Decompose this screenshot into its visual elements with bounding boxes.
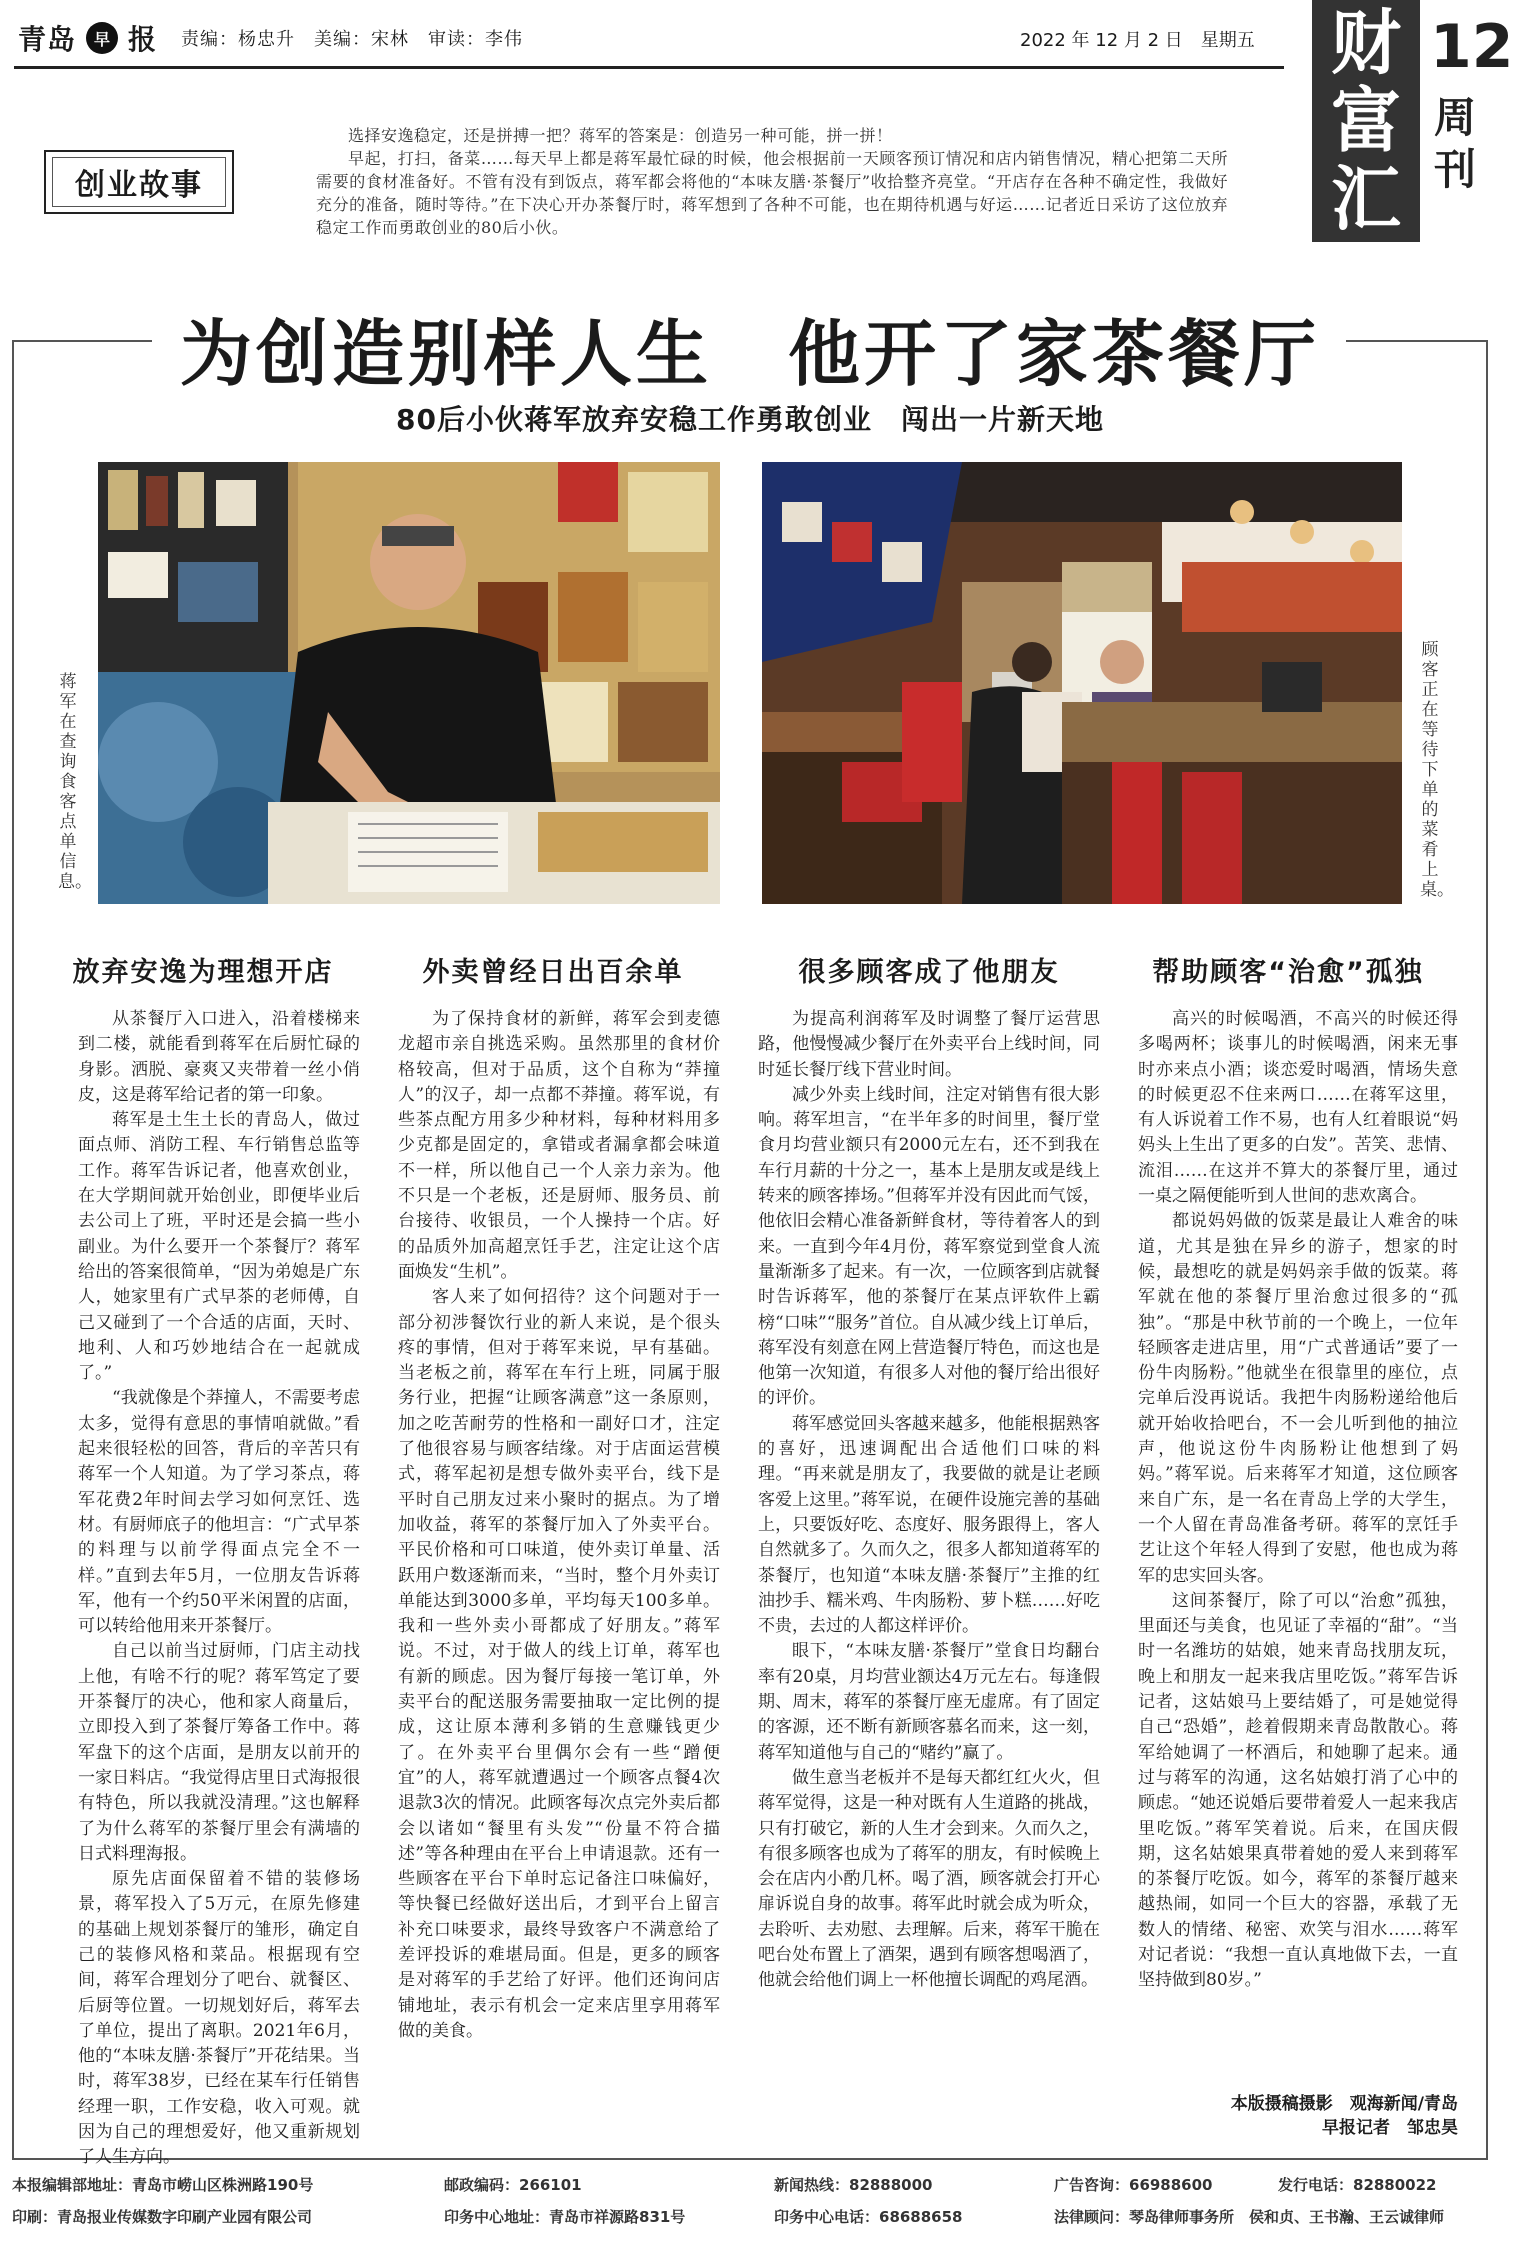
footer-ad-contact: 广告咨询：66988600 bbox=[1054, 2176, 1213, 2194]
byline bbox=[1138, 2092, 1458, 2140]
footer-postcode: 邮政编码：266101 bbox=[444, 2176, 582, 2194]
footer-legal-advisor: 法律顾问：琴岛律师事务所 侯和贞、王书瀚、王云诚律师 bbox=[1054, 2208, 1445, 2226]
paper-name-tail: 报 bbox=[128, 23, 158, 56]
footer-print-phone: 印务中心电话：68688658 bbox=[774, 2208, 963, 2226]
article-paragraph: 都说妈妈做的饭菜是最让人难舍的味道，尤其是独在异乡的游子，想家的时候，最想吃的就是妈妈亲手做的饭菜。蒋军就在他的茶餐厅里治愈过很多的“孤独”。“那是中秋节前的一个晚上，一位年轻顾客走进店里，用“广式普通话”要了一份牛肉肠粉。”他就坐在很靠里的座位，点完单后没再说话。我把牛肉肠粉递给他后就开始收拾吧台，不一会儿听到他的抽泣声，他说这份牛肉肠粉让他想到了妈妈。”蒋军说。后来蒋军才知道，这位顾客来自广东，是一名在青岛上学的大学生，一个人留在青岛准备考研。蒋军的烹饪手艺让这个年轻人得到了安慰，他也成为蒋军的忠实回头客。 bbox=[1138, 1211, 1458, 1586]
photo-owner-at-counter bbox=[98, 462, 720, 904]
column-heading: 很多顾客成了他朋友 bbox=[798, 957, 1060, 988]
column-heading: 放弃安逸为理想开店 bbox=[72, 957, 334, 988]
article-column-3 bbox=[758, 1007, 1100, 1994]
staff-credits: 责编：杨忠升 美编：宋林 审读：李伟 bbox=[181, 29, 524, 50]
weekly-title bbox=[1312, 0, 1420, 242]
column-heading: 帮助顾客“治愈”孤独 bbox=[1152, 957, 1424, 988]
article-paragraph: 为提高利润蒋军及时调整了餐厅运营思路，他慢慢减少餐厅在外卖平台上线时间，同时延长餐厅线下营业时间。 bbox=[758, 1009, 1100, 1080]
lead-line: 选择安逸稳定，还是拼搏一把？蒋军的答案是：创造另一种可能，拼一拼！ bbox=[348, 126, 893, 145]
weekly-label: 周刊 bbox=[1434, 93, 1477, 194]
paper-name: 青岛 bbox=[18, 23, 77, 56]
photo-dining-area bbox=[762, 462, 1402, 904]
weekly-title-char: 富 bbox=[1331, 80, 1401, 162]
article-column-4 bbox=[1138, 1007, 1458, 1994]
article-paragraph: 高兴的时候喝酒，不高兴的时候还得多喝两杯；谈事儿的时候喝酒，闲来无事时亦来点小酒；谈恋爱时喝酒，情场失意的时候更忍不住来两口……在蒋军这里，有人诉说着工作不易，也有人红着眼说“妈妈头上生出了更多的白发”。苦笑、悲情、流泪……在这并不算大的茶餐厅里，通过一桌之隔便能听到人世间的悲欢离合。 bbox=[1138, 1009, 1458, 1207]
article-paragraph: 自己以前当过厨师，门店主动找上他，有啥不行的呢？蒋军笃定了要开茶餐厅的决心，他和家人商量后，立即投入到了茶餐厅筹备工作中。蒋军盘下的这个店面，是朋友以前开的一家日料店。“我觉得店里日式海报很有特色，所以我就没清理。”这也解释了为什么蒋军的茶餐厅里会有满墙的日式料理海报。 bbox=[78, 1641, 360, 1864]
article-paragraph: 眼下，“本味友膳·茶餐厅”堂食日均翻台率有20桌，月均营业额达4万元左右。每逢假期、周末，蒋军的茶餐厅座无虚席。有了固定的客源，还不断有新顾客慕名而来，这一刻，蒋军知道他与自己的“赌约”赢了。 bbox=[758, 1641, 1100, 1763]
weekly-title-char: 汇 bbox=[1331, 158, 1401, 240]
photo-caption: 蒋军在查询食客点单信息。 bbox=[58, 672, 92, 892]
weekly-title-char: 财 bbox=[1331, 2, 1401, 84]
section-tag bbox=[44, 150, 234, 214]
header-rule bbox=[14, 66, 1284, 69]
byline-line: 早报记者 邹忠昊 bbox=[1322, 2118, 1458, 2138]
article-column-2 bbox=[398, 1007, 720, 2044]
paper-logo: 早 bbox=[86, 22, 118, 54]
headline: 为创造别样人生 他开了家茶餐厅 bbox=[179, 311, 1320, 396]
article-paragraph: “我就像是个莽撞人，不需要考虑太多，觉得有意思的事情咱就做。”看起来很轻松的回答，背后的辛苦只有蒋军一个人知道。为了学习茶点，蒋军花费2年时间去学习如何烹饪、选材。有厨师底子的他坦言：“广式早茶的料理与以前学得面点完全不一样。”直到去年5月，一位朋友告诉蒋军，他有一个约50平米闲置的店面，可以转给他用来开茶餐厅。 bbox=[78, 1388, 360, 1637]
footer-print-address: 印务中心地址：青岛市祥源路831号 bbox=[444, 2208, 686, 2226]
footer-printer: 印刷：青岛报业传媒数字印刷产业园有限公司 bbox=[12, 2208, 313, 2226]
article-paragraph: 原先店面保留着不错的装修场景，蒋军投入了5万元，在原先修建的基础上规划茶餐厅的雏形，确定自己的装修风格和菜品。根据现有空间，蒋军合理划分了吧台、就餐区、后厨等位置。一切规划好后，蒋军去了单位，提出了离职。2021年6月，他的“本味友膳·茶餐厅”开花结果。当时，蒋军38岁，已经在某车行任销售经理一职，工作安稳，收入可观。就因为自己的理想爱好，他又重新规划了人生方向。 bbox=[78, 1869, 360, 2168]
footer-address: 本报编辑部地址：青岛市崂山区株洲路190号 bbox=[12, 2176, 314, 2194]
article-column-1 bbox=[78, 1007, 360, 2171]
article-paragraph: 从茶餐厅入口进入，沿着楼梯来到二楼，就能看到蒋军在后厨忙碌的身影。洒脱、豪爽又夹带着一丝小俏皮，这是蒋军给记者的第一印象。 bbox=[78, 1009, 360, 1105]
article-paragraph: 客人来了如何招待？这个问题对于一部分初涉餐饮行业的新人来说，是个很头疼的事情，但对于蒋军来说，早有基础。当老板之前，蒋军在车行上班，同属于服务行业，把握“让顾客满意”这一条原则，加之吃苦耐劳的性格和一副好口才，注定了他很容易与顾客结缘。对于店面运营模式，蒋军起初是想专做外卖平台，线下是平时自己朋友过来小聚时的据点。为了增加收益，蒋军的茶餐厅加入了外卖平台。平民价格和可口味道，使外卖订单量、活跃用户数逐渐而来，“当时，整个月外卖订单能达到3000多单，平均每天100多单。我和一些外卖小哥都成了好朋友。”蒋军说。不过，对于做人的线上订单，蒋军也有新的顾虑。因为餐厅每接一笔订单，外卖平台的配送服务需要抽取一定比例的提成，这让原本薄利多销的生意赚钱更少了。在外卖平台里偶尔会有一些“蹭便宜”的人，蒋军就遭遇过一个顾客点餐4次退款3次的情况。此顾客每次点完外卖后都会以诸如“餐里有头发”“份量不符合描述”等各种理由在平台上申请退款。还有一些顾客在平台下单时忘记备注口味偏好，等快餐已经做好送出后，才到平台上留言补充口味要求，最终导致客户不满意给了差评投诉的难堪局面。但是，更多的顾客是对蒋军的手艺给了好评。他们还询问店铺地址，表示有机会一定来店里享用蒋军做的美食。 bbox=[398, 1287, 720, 2041]
photo-owner-image bbox=[98, 462, 720, 904]
footer-distribution: 发行电话：82880022 bbox=[1278, 2176, 1437, 2194]
byline-line: 本版摄稿摄影 观海新闻/青岛 bbox=[1230, 2094, 1458, 2114]
article-paragraph: 减少外卖上线时间，注定对销售有很大影响。蒋军坦言，“在半年多的时间里，餐厅堂食月均营业额只有2000元左右，还不到我在车行月薪的十分之一，基本上是朋友或是线上转来的顾客捧场。”但蒋军并没有因此而气馁，他依旧会精心准备新鲜食材，等待着客人的到来。一直到今年4月份，蒋军察觉到堂食人流量渐渐多了起来。有一次，一位顾客到店就餐时告诉蒋军，他的茶餐厅在某点评软件上霸榜“口味”“服务”首位。自从减少线上订单后，蒋军没有刻意在网上营造餐厅特色，而这也是他第一次知道，有很多人对他的餐厅给出很好的评价。 bbox=[758, 1084, 1100, 1409]
weekly-badge bbox=[1294, 0, 1514, 250]
photo-caption: 顾客正在等待下单的菜肴上桌。 bbox=[1420, 640, 1454, 900]
lead-line: 早起，打扫，备菜……每天早上都是蒋军最忙碌的时候，他会根据前一天顾客预订情况和店内销售情况，精心把第二天所需要的食材准备好。不管有没有到饭点，蒋军都会将他的“本味友膳·茶餐厅”收拾整齐亮堂。“开店存在各种不确定性，我做好充分的准备，随时等待。”在下决心开办茶餐厅时，蒋军想到了各种不可能，也在期待机遇与好运……记者近日采访了这位放弃稳定工作而勇敢创业的80后小伙。 bbox=[316, 149, 1228, 237]
issue-date: 2022 年 12 月 2 日 星期五 bbox=[1020, 30, 1255, 51]
photo-dining-image bbox=[762, 462, 1402, 904]
column-heading: 外卖曾经日出百余单 bbox=[422, 957, 684, 988]
article-frame-left bbox=[12, 340, 14, 2160]
article-paragraph: 蒋军感觉回头客越来越多，他能根据熟客的喜好，迅速调配出合适他们口味的料理。“再来就是朋友了，我要做的就是让老顾客爱上这里。”蒋军说，在硬件设施完善的基础上，只要饭好吃、态度好、服务跟得上，客人自然就多了。久而久之，很多人都知道蒋军的茶餐厅，也知道“本味友膳·茶餐厅”主推的红油抄手、糯米鸡、牛肉肠粉、萝卜糕……好吃不贵，去过的人都这样评价。 bbox=[758, 1413, 1100, 1637]
lead-paragraph bbox=[316, 124, 1228, 239]
article-paragraph: 做生意当老板并不是每天都红红火火，但蒋军觉得，这是一种对既有人生道路的挑战，只有打破它，新的人生才会到来。久而久之，有很多顾客也成为了蒋军的朋友，有时候晚上会在店内小酌几杯。喝了酒，顾客就会打开心扉诉说自身的故事。蒋军此时就会成为听众，去聆听、去劝慰、去理解。后来，蒋军干脆在吧台处布置上了酒架，遇到有顾客想喝酒了，他就会给他们调上一杯他擅长调配的鸡尾酒。 bbox=[758, 1767, 1100, 1991]
article-paragraph: 这间茶餐厅，除了可以“治愈”孤独，里面还与美食，也见证了幸福的“甜”。“当时一名潍坊的姑娘，她来青岛找朋友玩，晚上和朋友一起来我店里吃饭。”蒋军告诉记者，这姑娘马上要结婚了，可是她觉得自己“恐婚”，趁着假期来青岛散散心。蒋军给她调了一杯酒后，和她聊了起来。通过与蒋军的沟通，这名姑娘打消了心中的顾虑。“她还说婚后要带着爱人一起来我店里吃饭。”蒋军笑着说。后来，在国庆假期，这名姑娘果真带着她的爱人来到蒋军的茶餐厅吃饭。如今，蒋军的茶餐厅越来越热闹，如同一个巨大的容器，承载了无数人的情绪、秘密、欢笑与泪水……蒋军对记者说：“我想一直认真地做下去，一直坚持做到80岁。” bbox=[1138, 1590, 1458, 1991]
section-tag-label: 创业故事 bbox=[52, 157, 226, 207]
footer-hotline: 新闻热线：82888000 bbox=[774, 2176, 933, 2194]
subheadline: 80后小伙蒋军放弃安稳工作勇敢创业 闯出一片新天地 bbox=[396, 403, 1104, 436]
masthead bbox=[18, 18, 523, 58]
article-frame-right bbox=[1486, 340, 1488, 2160]
article-paragraph: 为了保持食材的新鲜，蒋军会到麦德龙超市亲自挑选采购。虽然那里的食材价格较高，但对于品质，这个自称为“莽撞人”的汉子，却一点都不莽撞。蒋军说，有些茶点配方用多少种材料，每种材料用多少克都是固定的，拿错或者漏拿都会味道不一样，所以他自己一个人亲力亲为。他不只是一个老板，还是厨师、服务员、前台接待、收银员，一个人操持一个店。好的品质外加高超烹饪手艺，注定让这个店面焕发“生机”。 bbox=[398, 1009, 720, 1282]
article-paragraph: 蒋军是土生土长的青岛人，做过面点师、消防工程、车行销售总监等工作。蒋军告诉记者，他喜欢创业，在大学期间就开始创业，即便毕业后去公司上了班，平时还是会搞一些小副业。为什么要开一个茶餐厅？蒋军给出的答案很简单，“因为弟媳是广东人，她家里有广式早茶的老师傅，自己又碰到了一个合适的店面，天时、地利、人和巧妙地结合在一起就成了。” bbox=[78, 1110, 360, 1384]
weekly-issue-number: 12 bbox=[1430, 12, 1514, 82]
